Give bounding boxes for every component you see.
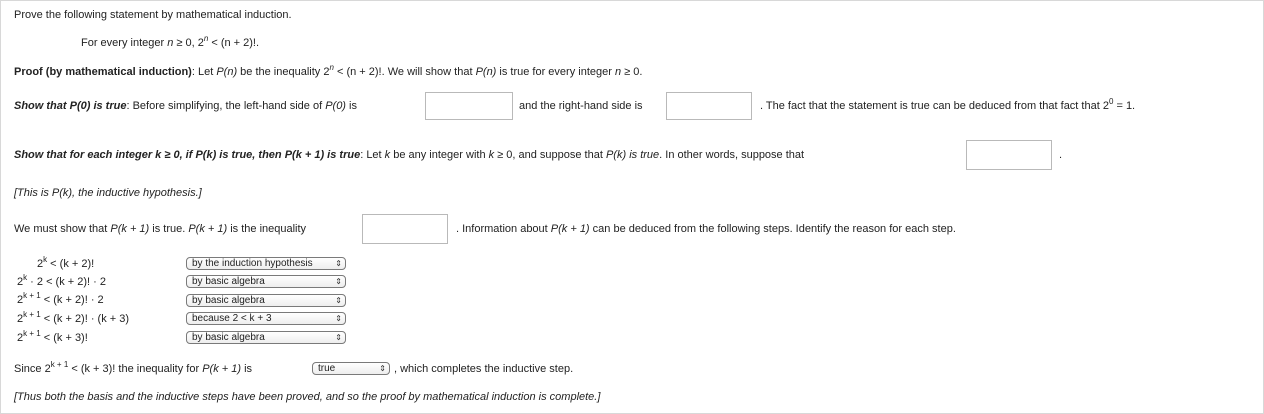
step-2-inequality: $2^k \cdot 2 < (k + 2)$! · 2 xyxy=(17,273,106,288)
step-5-inequality: $2^{k + 1} < (k + 3)$! xyxy=(17,329,88,344)
basis-lhs-input[interactable] xyxy=(425,92,513,120)
step-3-inequality: $2^{k + 1} < (k + 2)$! · 2 xyxy=(17,291,104,306)
since-text: Since $2^{k + 1} < (k + 3)$! the inequality for P(k + 1) is xyxy=(14,360,253,375)
chevron-updown-icon: ⇕ xyxy=(335,277,342,286)
since-end-text: , which completes the inductive step. xyxy=(394,363,574,375)
step-3-reason-select[interactable]: by basic algebra ⇕ xyxy=(186,294,346,307)
inductive-text: Show that for each integer k ≥ 0, if P(k) is true, then P(k + 1) is true: Let k be any integer with k ≥ 0, and suppose that P(k) is true. In other words, suppose that xyxy=(14,149,805,161)
proof-intro: Proof (by mathematical induction): Let P(n) be the inequality $2^n < (n + 2)$!. We will show that P(n) is true for every integer n ≥ 0. xyxy=(14,63,643,78)
step-2-reason-select[interactable]: by basic algebra ⇕ xyxy=(186,275,346,288)
step-1-inequality: $2^k < (k + 2)$! xyxy=(37,255,95,270)
chevron-updown-icon: ⇕ xyxy=(379,364,386,373)
must-show-info: . Information about P(k + 1) can be deduced from the following steps. Identify the reason for each step. xyxy=(456,223,956,235)
intro-text: Prove the following statement by mathematical induction. xyxy=(14,9,292,21)
basis-rhs-label: and the right-hand side is xyxy=(519,100,643,112)
chevron-updown-icon: ⇕ xyxy=(335,296,342,305)
hypothesis-period: . xyxy=(1059,149,1063,161)
chevron-updown-icon: ⇕ xyxy=(335,333,342,342)
step-5-reason-select[interactable]: by basic algebra ⇕ xyxy=(186,331,346,344)
conclusion-text: [Thus both the basis and the inductive steps have been proved, and so the proof by mathematical induction is complete.] xyxy=(14,391,601,403)
step-1-reason-select[interactable]: by the induction hypothesis ⇕ xyxy=(186,257,346,270)
basis-fact: . The fact that the statement is true can be deduced from that fact that $2^0 = 1$. xyxy=(760,97,1136,112)
chevron-updown-icon: ⇕ xyxy=(335,314,342,323)
chevron-updown-icon: ⇕ xyxy=(335,259,342,268)
step-4-inequality: $2^{k + 1} < (k + 2)$! · (k + 3) xyxy=(17,310,130,325)
statement: For every integer n ≥ 0, $2^n < (n + 2)$!. xyxy=(81,34,260,49)
hypothesis-note: [This is P(k), the inductive hypothesis.] xyxy=(14,187,202,199)
step-4-reason-select[interactable]: because 2 < k + 3 ⇕ xyxy=(186,312,346,325)
hypothesis-input[interactable] xyxy=(966,140,1052,170)
truth-value-select[interactable]: true ⇕ xyxy=(312,362,390,375)
must-show-text: We must show that P(k + 1) is true. P(k + 1) is the inequality xyxy=(14,223,307,235)
target-inequality-input[interactable] xyxy=(362,214,448,244)
basis-rhs-input[interactable] xyxy=(666,92,752,120)
basis-text: Show that P(0) is true: Before simplifying, the left-hand side of P(0) is xyxy=(14,100,357,112)
